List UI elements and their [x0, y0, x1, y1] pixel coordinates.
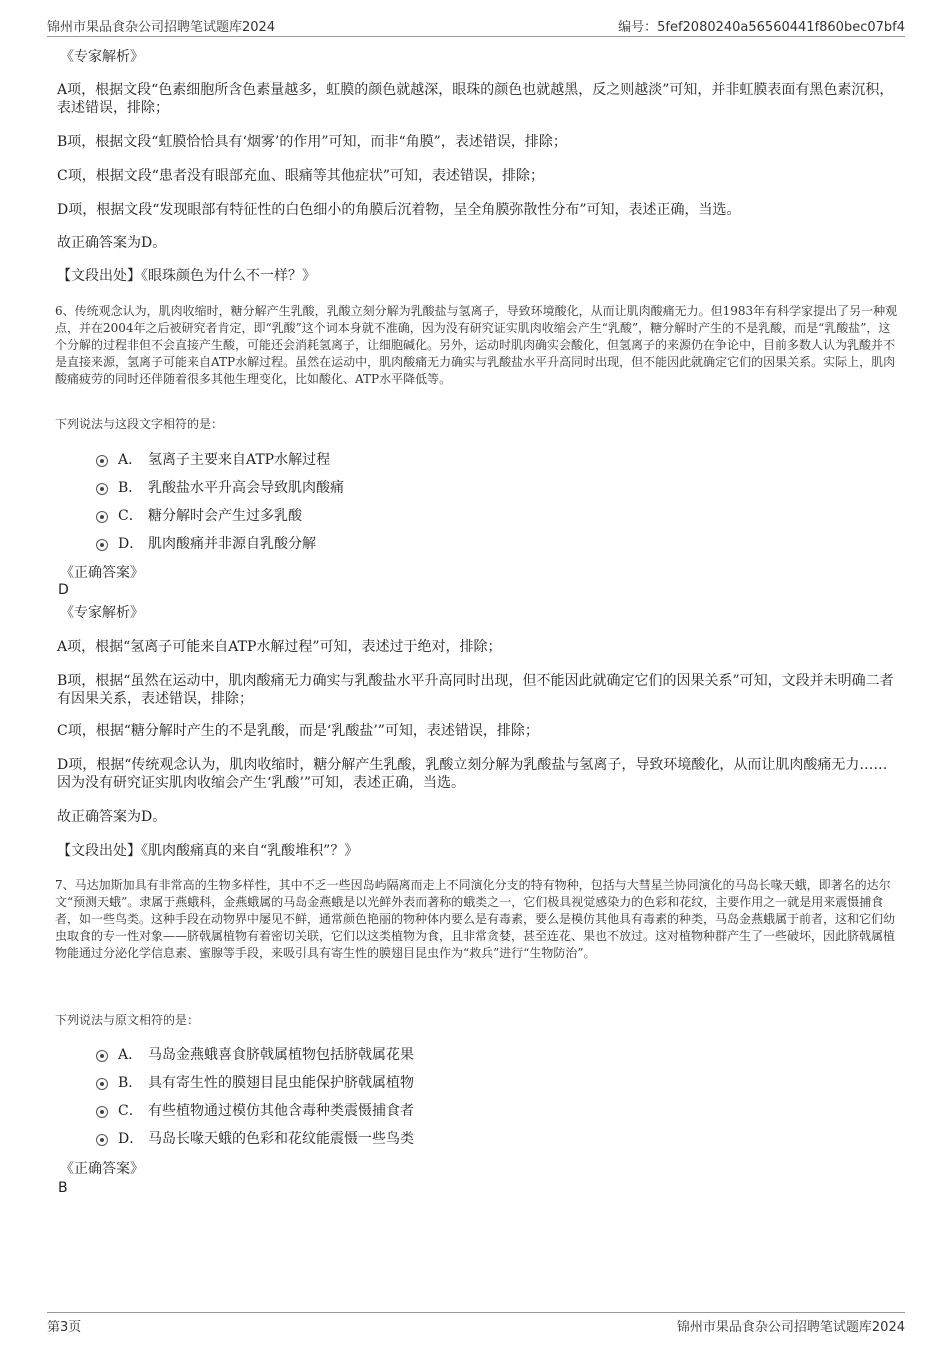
radio-icon[interactable] — [96, 483, 108, 495]
radio-icon[interactable] — [96, 539, 108, 551]
page-footer — [47, 1312, 905, 1335]
radio-icon[interactable] — [96, 455, 108, 467]
option-text: 氢离子主要来自ATP水解过程 — [148, 452, 331, 468]
option-text: 肌肉酸痛并非源自乳酸分解 — [148, 536, 316, 552]
question-6-prompt: 下列说法与这段文字相符的是： — [55, 417, 224, 431]
option-text: 乳酸盐水平升高会导致肌肉酸痛 — [148, 480, 344, 496]
option-letter: A． — [118, 452, 143, 468]
explanation-q5-d: D项，根据文段“发现眼部有特征性的白色细小的角膜后沉着物，呈全角膜弥散性分布”可知，表述正确，当选。 — [57, 202, 741, 218]
option-letter: B． — [118, 480, 143, 496]
option-letter: A． — [118, 1047, 143, 1063]
source-q5: 【文段出处】《眼珠颜色为什么不一样？》 — [57, 268, 316, 284]
option-letter: B． — [118, 1075, 143, 1091]
conclusion-q6: 故正确答案为D。 — [57, 809, 167, 825]
option-text: 糖分解时会产生过多乳酸 — [148, 508, 302, 524]
analysis-label-q6: 《专家解析》 — [60, 605, 144, 621]
explanation-q6-a: A项，根据“氢离子可能来自ATP水解过程”可知，表述过于绝对，排除； — [57, 639, 502, 655]
page-number: 第3页 — [47, 1320, 82, 1335]
explanation-q5-a: A项，根据文段“色素细胞所含色素量越多，虹膜的颜色就越深，眼珠的颜色也就越黑，反之则越淡”可知，并非虹膜表面有黑色素沉积，表述错误，排除； — [57, 82, 894, 116]
conclusion-q5: 故正确答案为D。 — [57, 235, 167, 251]
option-text: 马岛金燕蛾喜食脐戟属植物包括脐戟属花果 — [148, 1047, 414, 1063]
radio-icon[interactable] — [96, 1050, 108, 1062]
option-text: 马岛长喙天蛾的色彩和花纹能震慑一些鸟类 — [148, 1131, 414, 1147]
explanation-q5-c: C项，根据文段“患者没有眼部充血、眼痛等其他症状”可知，表述错误，排除； — [57, 168, 545, 184]
answer-q7: B — [58, 1180, 68, 1196]
explanation-q6-d: D项，根据“传统观念认为，肌肉收缩时，糖分解产生乳酸，乳酸立刻分解为乳酸盐与氢离子，导致环境酸化，从而让肌肉酸痛无力……因为没有研究证实肌肉收缩会产生‘乳酸’”可知，表述正确，当选。 — [57, 757, 888, 791]
option-letter: C． — [118, 1103, 143, 1119]
question-6-passage: 6、传统观念认为，肌肉收缩时，糖分解产生乳酸，乳酸立刻分解为乳酸盐与氢离子，导致环境酸化，从而让肌肉酸痛无力。但1983年有科学家提出了另一种观点，并在2004年之后被研究者肯定，即“乳酸”这个词本身就不准确，因为没有研究证实肌肉收缩会产生“乳酸”，糖分解时产生的不是乳酸，而是“乳酸盐”，这个分解的过程非但不会直接产生酸，可能还会消耗氢离子，让细胞碱化。另外，运动时肌肉确实会酸化，但氢离子的来源仍在争论中，目前多数人认为乳酸并不是直接来源，氢离子可能来自ATP水解过程。虽然在运动中，肌肉酸痛无力确实与乳酸盐水平升高同时出现，但不能因此就确定它们的因果关系。实际上，肌肉酸痛疲劳的同时还伴随着很多其他生理变化，比如酸化、ATP水平降低等。 — [55, 304, 898, 386]
question-7-passage: 7、马达加斯加具有非常高的生物多样性，其中不乏一些因岛屿隔离而走上不同演化分支的特有物种，包括与大彗星兰协同演化的马岛长喙天蛾，即著名的达尔文“预测天蛾”。隶属于燕蛾科，金燕蛾属的马岛金燕蛾是以光鲜外表而著称的蛾类之一，它们极具视觉感染力的色彩和花纹，主要作用之一就是用来震慑捕食者，如一些鸟类。这种手段在动物界中屡见不鲜，通常颜色艳丽的物种体内要么是有毒素，要么是模仿其他具有毒素的种类，马岛金燕蛾属于前者，这和它们幼虫取食的专一性对象——脐戟属植物有着密切关联，它们以这类植物为食，且非常贪婪，甚至连花、果也不放过。这对植物种群产生了一些破坏，因此脐戟属植物能通过分泌化学信息素、蜜腺等手段，来吸引具有寄生性的膜翅目昆虫作为“救兵”进行“生物防治”。 — [55, 878, 896, 960]
option-text: 有些植物通过模仿其他含毒种类震慑捕食者 — [148, 1103, 414, 1119]
radio-icon[interactable] — [96, 1106, 108, 1118]
radio-icon[interactable] — [96, 1134, 108, 1146]
question-7-prompt: 下列说法与原文相符的是： — [55, 1013, 200, 1027]
answer-q6: D — [58, 582, 69, 598]
option-letter: C． — [118, 508, 143, 524]
footer-doc-title: 锦州市果品食杂公司招聘笔试题库2024 — [676, 1320, 905, 1335]
radio-icon[interactable] — [96, 511, 108, 523]
answer-label-q7: 《正确答案》 — [60, 1161, 144, 1177]
explanation-q6-b: B项，根据“虽然在运动中，肌肉酸痛无力确实与乳酸盐水平升高同时出现，但不能因此就确定它们的因果关系”可知，文段并未明确二者有因果关系，表述错误，排除； — [57, 673, 894, 707]
answer-label-q6: 《正确答案》 — [60, 565, 144, 581]
radio-icon[interactable] — [96, 1078, 108, 1090]
option-letter: D． — [118, 536, 144, 552]
option-letter: D． — [118, 1131, 144, 1147]
header-doc-title: 锦州市果品食杂公司招聘笔试题库2024 — [47, 20, 276, 35]
header-doc-id: 编号：5fef2080240a56560441f860bec07bf4 — [618, 20, 905, 35]
option-text: 具有寄生性的膜翅目昆虫能保护脐戟属植物 — [148, 1075, 414, 1091]
source-q6: 【文段出处】《肌肉酸痛真的来自“乳酸堆积”？》 — [57, 843, 359, 859]
explanation-q5-b: B项，根据文段“虹膜恰恰具有‘烟雾’的作用”可知，而非“角膜”，表述错误，排除； — [57, 134, 567, 150]
analysis-label-q5: 《专家解析》 — [60, 49, 144, 65]
explanation-q6-c: C项，根据“糖分解时产生的不是乳酸，而是‘乳酸盐’”可知，表述错误，排除； — [57, 723, 539, 739]
page-header — [47, 14, 905, 37]
